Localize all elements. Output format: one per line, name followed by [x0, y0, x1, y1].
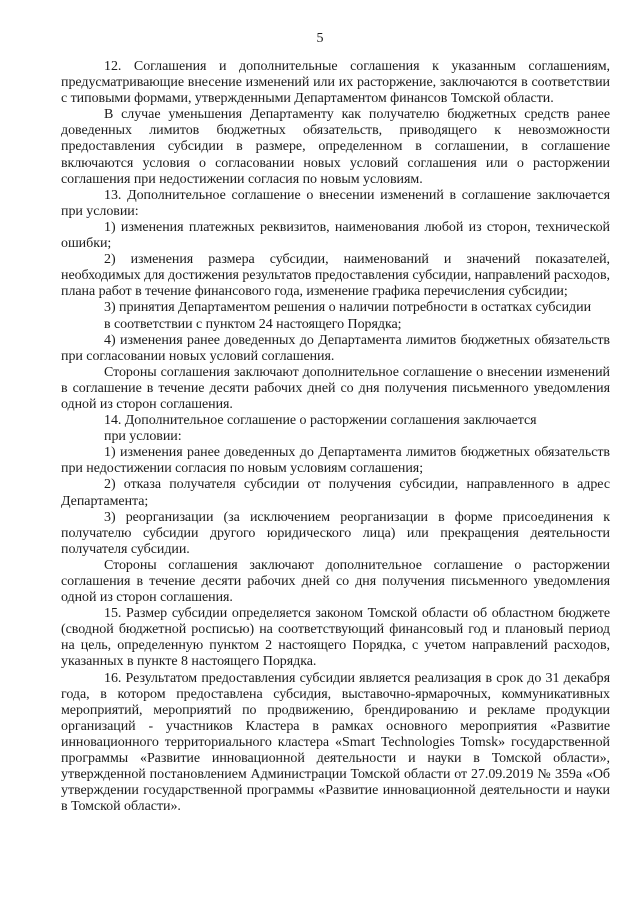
page-number: 5: [316, 31, 324, 46]
paragraph-14-item-1: 1) изменения ранее доведенных до Департамента лимитов бюджетных обязательств при недостижении согласия по новым условиям соглашения;: [61, 445, 610, 477]
paragraph-14-item-3: 3) реорганизации (за исключением реорганизации в форме присоединения к получателю субсидии другого юридического лица) или прекращения деятельности получателя субсидии.: [61, 509, 610, 557]
paragraph-14-condition: при условии:: [104, 429, 182, 445]
paragraph-13-item-3: 3) принятия Департаментом решения о наличии потребности в остатках субсидии: [104, 300, 592, 316]
paragraph-13-item-3-cont: в соответствии с пунктом 24 настоящего Порядка;: [104, 316, 402, 332]
paragraph-14-parties: Стороны соглашения заключают дополнительное соглашение о расторжении соглашения в течение десяти рабочих дней со дня получения письменного уведомления одной из сторон соглашения.: [61, 557, 610, 606]
paragraph-14: 14. Дополнительное соглашение о расторжении соглашения заключается: [104, 413, 537, 429]
paragraph-15: 15. Размер субсидии определяется законом Томской области об областном бюджете (сводной бюджетной росписью) на соответствующий финансовый год и плановый период на цель, определенную пунктом 2 настоящего Порядка, с учетом направлений расходов, указанных в пункте 8 настоящего Порядка.: [61, 606, 610, 670]
document-body: [61, 59, 610, 815]
paragraph-13-parties: Стороны соглашения заключают дополнительное соглашение о внесении изменений в соглашение в течение десяти рабочих дней со дня получения письменного уведомления одной из сторон соглашения.: [61, 364, 610, 412]
paragraph-13-item-4: 4) изменения ранее доведенных до Департамента лимитов бюджетных обязательств при согласовании новых условий соглашения.: [61, 332, 610, 364]
paragraph-13-item-2: 2) изменения размера субсидии, наименований и значений показателей, необходимых для достижения результатов предоставления субсидии, направлений расходов, плана работ в течение финансового года, изменение графика перечисления субсидии;: [61, 252, 610, 300]
paragraph-14-item-2: 2) отказа получателя субсидии от получения субсидии, направленного в адрес Департамента;: [61, 477, 610, 509]
paragraph-12: 12. Соглашения и дополнительные соглашения к указанным соглашениям, предусматривающие внесение изменений или их расторжение, заключаются в соответствии с типовыми формами, утвержденными Департаментом финансов Томской области.: [61, 59, 610, 107]
paragraph-13: 13. Дополнительное соглашение о внесении изменений в соглашение заключается при условии:: [61, 187, 610, 219]
paragraph-16: 16. Результатом предоставления субсидии является реализация в срок до 31 декабря года, в котором предоставлена субсидия, выставочно-ярмарочных, коммуникативных мероприятий, мероприятий по продвижению, брендированию и рекламе продукции организаций - участников Кластера в рамках основного мероприятия «Развитие инновационного территориального кластера «Smart Technologies Tomsk» государственной программы «Развитие инновационной деятельности и науки в Томской области», утвержденной постановлением Администрации Томской области от 27.09.2019 № 359а «Об утверждении государственной программы «Развитие инновационной деятельности и науки в Томской области».: [61, 670, 610, 815]
paragraph-budget-reduction: В случае уменьшения Департаменту как получателю бюджетных средств ранее доведенных лимитов бюджетных обязательств, приводящего к невозможности предоставления субсидии в размере, определенном в соглашении, в соглашение включаются условия о согласовании новых условий соглашения или о расторжении соглашения при недостижении согласия по новым условиям.: [61, 107, 610, 187]
paragraph-13-item-1: 1) изменения платежных реквизитов, наименования любой из сторон, технической ошибки;: [61, 219, 610, 252]
